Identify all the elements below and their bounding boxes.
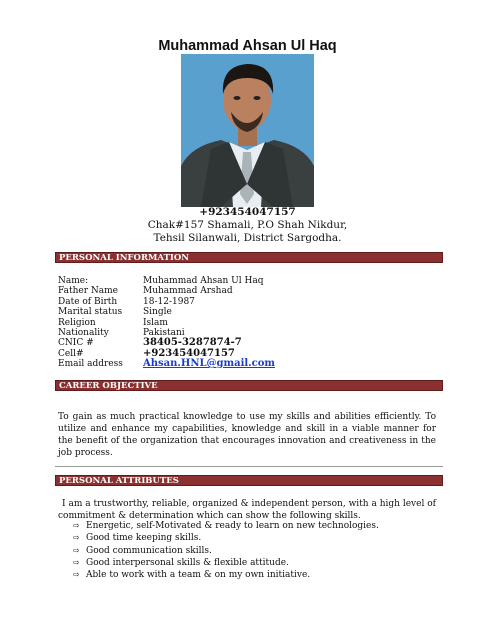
portrait-image: [181, 54, 314, 207]
attribute-text: Energetic, self-Motivated & ready to learn on new technologies.: [86, 521, 379, 531]
cell-value: +923454047157: [143, 347, 235, 359]
attributes-list: [73, 520, 379, 581]
info-label: CNIC #: [58, 338, 94, 349]
info-label: Nationality: [58, 327, 109, 338]
career-objective-text: To gain as much practical knowledge to use my skills and abilities efficiently. To utilize and enhance my capabilities, knowledge and skill in a viable manner for the benefit of the organization that encourages innovation and creativeness in the job process.: [58, 412, 436, 458]
section-title: PERSONAL ATTRIBUTES: [59, 476, 179, 486]
list-item: [73, 545, 379, 557]
info-row: [58, 297, 275, 307]
right-arrow-outline-icon: ⇨: [73, 545, 80, 555]
section-header-career-objective: [55, 380, 443, 391]
cnic-value: 38405-3287874-7: [143, 337, 242, 349]
info-value: Muhammad Ahsan Ul Haq: [143, 276, 264, 286]
info-label: Marital status: [58, 307, 123, 318]
info-label: Email address: [58, 359, 123, 370]
section-divider: [55, 466, 443, 467]
header-address-line2: Tehsil Silanwali, District Sargodha.: [153, 232, 342, 244]
list-item: [73, 557, 379, 569]
info-label: Date of Birth: [58, 296, 118, 307]
info-value: 18-12-1987: [143, 296, 195, 307]
info-row: [58, 307, 275, 317]
info-row: [58, 318, 275, 328]
info-label: Cell#: [58, 348, 84, 359]
attribute-text: Able to work with a team & on my own initiative.: [86, 570, 311, 581]
right-arrow-outline-icon: ⇨: [73, 533, 80, 543]
header-phone: +923454047157: [199, 206, 296, 218]
right-arrow-outline-icon: ⇨: [73, 557, 80, 567]
info-label: Religion: [58, 317, 96, 328]
personal-info-table: [58, 276, 275, 370]
section-header-personal-info: [55, 252, 443, 263]
info-label: Father Name: [58, 286, 119, 297]
attribute-text: Good interpersonal skills & flexible attitude.: [86, 557, 289, 568]
info-value: Muhammad Arshad: [143, 286, 233, 297]
resume-name: Muhammad Ahsan Ul Haq: [158, 38, 337, 54]
list-item: [73, 532, 379, 544]
email-link[interactable]: Ahsan.HNL@gmail.com: [143, 358, 275, 370]
list-item: [73, 569, 379, 581]
info-value: Pakistani: [143, 327, 185, 338]
header-address-line1: Chak#157 Shamali, P.O Shah Nikdur,: [147, 219, 348, 231]
info-row: [58, 276, 275, 286]
section-header-personal-attributes: [55, 475, 443, 486]
info-value: Single: [143, 307, 172, 318]
right-arrow-outline-icon: ⇨: [73, 521, 80, 530]
attribute-text: Good time keeping skills.: [86, 533, 202, 544]
info-value: Islam: [143, 317, 168, 328]
info-row: [58, 359, 275, 369]
section-title: PERSONAL INFORMATION: [59, 253, 190, 263]
list-item: [73, 520, 379, 532]
attributes-intro: I am a trustworthy, reliable, organized & independent person, with a high level of commitment & determination which can show the following skills.: [58, 499, 436, 521]
right-arrow-outline-icon: ⇨: [73, 570, 80, 580]
info-row: [58, 286, 275, 296]
section-title: CAREER OBJECTIVE: [59, 381, 158, 391]
attribute-text: Good communication skills.: [86, 545, 212, 556]
info-label: Name:: [58, 276, 89, 286]
profile-photo: [181, 54, 314, 207]
